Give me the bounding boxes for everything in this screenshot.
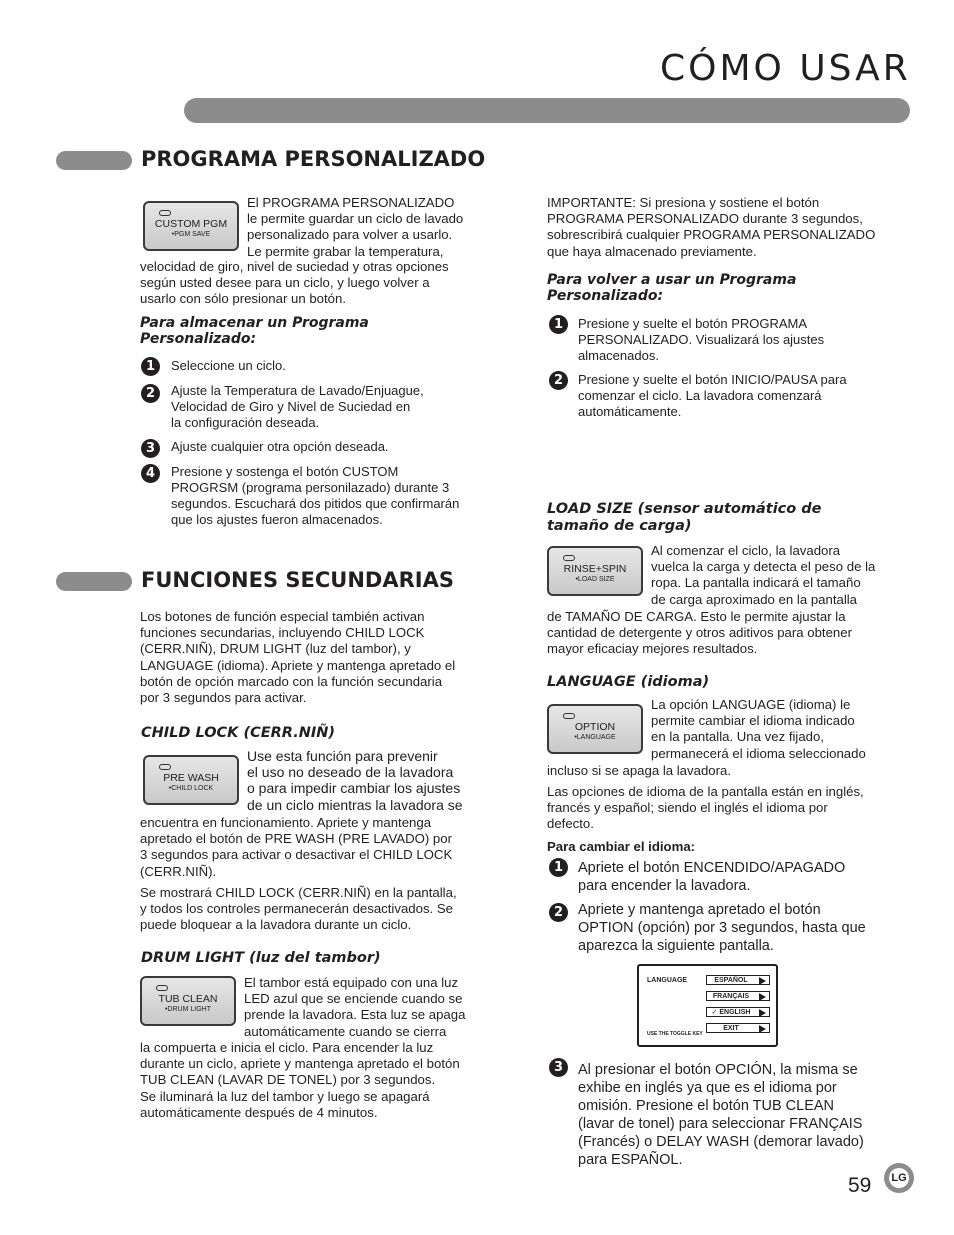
step-number: 4 xyxy=(141,464,160,483)
text-line: prende la lavadora. Esta luz se apaga xyxy=(244,1007,466,1023)
option-label: ✓ ENGLISH xyxy=(711,1009,751,1016)
display-option-francais xyxy=(706,991,770,1001)
text-line: PERSONALIZADO. Visualizará los ajustes xyxy=(578,332,825,347)
text-line: OPTION (opción) por 3 segundos, hasta que xyxy=(578,920,866,936)
text-line: en la pantalla. Una vez fijado, xyxy=(651,729,825,745)
text-line: automáticamente. xyxy=(578,404,682,419)
drum-light-side xyxy=(244,975,499,1040)
step-number: 1 xyxy=(549,858,568,877)
text-line: Ajuste cualquier otra opción deseada. xyxy=(171,439,389,454)
heading-line: Para almacenar un Programa xyxy=(140,315,369,331)
display-option-espanol xyxy=(706,975,770,985)
step-text xyxy=(578,1061,864,1169)
option-label: FRANÇAIS xyxy=(712,993,750,1000)
text-line: de un ciclo mientras la lavadora se xyxy=(247,796,463,813)
lg-logo-icon xyxy=(884,1163,914,1193)
text-line: segundos. Escuchará dos pitidos que confirmarán xyxy=(171,496,460,511)
step-number: 2 xyxy=(141,384,160,403)
page-title: CÓMO USAR xyxy=(660,48,911,89)
step-text xyxy=(578,901,866,955)
text-line: Seleccione un ciclo. xyxy=(171,358,286,373)
text-line: Use esta función para prevenir xyxy=(247,748,438,764)
text-line: que haya almacenado previamente. xyxy=(547,243,757,259)
text-line: Al presionar el botón OPCIÓN, la misma se xyxy=(578,1062,858,1078)
heading-line: LOAD SIZE (sensor automático de xyxy=(547,501,822,517)
text-line: Ajuste la Temperatura de Lavado/Enjuague, xyxy=(171,383,424,398)
text-line: almacenados. xyxy=(578,348,659,363)
text-line: cantidad de detergente y otros aditivos para obtener xyxy=(547,625,852,641)
button-sublabel: •PGM SAVE xyxy=(171,231,211,238)
text-line: que los ajustes fueron almacenados. xyxy=(171,512,383,527)
section-title-programa: PROGRAMA PERSONALIZADO xyxy=(141,147,486,171)
step-number: 2 xyxy=(549,371,568,390)
step-number: 3 xyxy=(549,1058,568,1077)
text-line: el uso no deseado de la lavadora xyxy=(247,764,454,781)
text-line: de carga aproximado en la pantalla xyxy=(651,591,858,607)
text-line: funciones secundarias, incluyendo CHILD LOCK xyxy=(140,625,425,641)
programa-intro xyxy=(247,195,497,260)
text-line: francés y español; siendo el inglés el idioma por xyxy=(547,800,828,816)
step-text xyxy=(171,439,389,455)
button-sublabel: •CHILD LOCK xyxy=(168,785,214,792)
child-lock-side xyxy=(247,748,497,813)
step-number: 1 xyxy=(141,357,160,376)
child-lock-rest xyxy=(140,815,500,880)
language-note xyxy=(547,784,907,833)
step-text xyxy=(171,383,424,431)
text-line: puede bloquear a la lavadora durante un ciclo. xyxy=(140,917,412,933)
text-line: ropa. La pantalla indicará el tamaño xyxy=(651,575,861,591)
text-line: 3 segundos para activar o desactivar el CHILD LOCK xyxy=(140,847,453,863)
button-sublabel: •DRUM LIGHT xyxy=(164,1006,211,1013)
text-line: LED azul que se enciende cuando se xyxy=(244,991,463,1007)
text-line: El PROGRAMA PERSONALIZADO xyxy=(247,195,455,210)
step-text xyxy=(578,859,845,895)
option-label: EXIT xyxy=(723,1025,739,1032)
indicator-light xyxy=(156,985,168,991)
store-heading xyxy=(140,315,369,347)
tub-clean-button-illustration xyxy=(140,976,236,1026)
text-line: Le permite grabar la temperatura, xyxy=(247,243,444,259)
indicator-light xyxy=(159,210,171,216)
heading-line: tamaño de carga) xyxy=(547,518,692,534)
text-line: Los botones de función especial también activan xyxy=(140,609,425,624)
text-line: El tambor está equipado con una luz xyxy=(244,975,459,990)
custom-pgm-button-illustration xyxy=(143,201,239,251)
text-line: personalizado para volver a usarlo. xyxy=(247,227,453,243)
text-line: IMPORTANTE: Si presiona y sostiene el botón xyxy=(547,195,820,210)
option-button-illustration xyxy=(547,704,643,754)
language-heading: LANGUAGE (idioma) xyxy=(547,674,710,690)
text-line: Al comenzar el ciclo, la lavadora xyxy=(651,543,841,558)
text-line: para ESPAÑOL. xyxy=(578,1152,683,1168)
step-text xyxy=(171,358,286,374)
indicator-light xyxy=(563,555,575,561)
step-number: 2 xyxy=(549,903,568,922)
text-line: incluso si se apaga la lavadora. xyxy=(547,763,732,778)
programa-intro-rest xyxy=(140,259,500,308)
text-line: LANGUAGE (idioma). Apriete y mantenga apretado el xyxy=(140,657,456,673)
text-line: omisión. Presione el botón TUB CLEAN xyxy=(578,1098,835,1114)
text-line: (CERR.NIÑ), DRUM LIGHT (luz del tambor), y xyxy=(140,641,411,657)
section-pill xyxy=(56,572,132,591)
step-text xyxy=(171,464,459,528)
button-sublabel: •LOAD SIZE xyxy=(575,576,615,583)
header-bar xyxy=(184,98,910,123)
text-line: (Francés) o DELAY WASH (demorar lavado) xyxy=(578,1134,864,1150)
heading-line: Para volver a usar un Programa xyxy=(547,272,797,288)
child-lock-note xyxy=(140,885,500,934)
text-line: botón de opción marcado con la función secundaria xyxy=(140,673,443,689)
arrow-right-icon xyxy=(759,977,766,985)
text-line: mayor eficaciay mejores resultados. xyxy=(547,641,758,657)
text-line: durante un ciclo, apriete y mantenga apretado el botón xyxy=(140,1056,460,1072)
load-size-heading xyxy=(547,501,821,535)
text-line: y todos los controles permanecerán desactivados. Se xyxy=(140,901,454,917)
step-text xyxy=(578,316,824,364)
text-line: para encender la lavadora. xyxy=(578,878,751,894)
text-line: sobrescribirá cualquier PROGRAMA PERSONALIZADO xyxy=(547,227,876,243)
step-text xyxy=(578,372,847,420)
text-line: comenzar el ciclo. La lavadora comenzará xyxy=(578,388,822,403)
text-line: permite cambiar el idioma indicado xyxy=(651,713,855,729)
text-line: defecto. xyxy=(547,816,594,832)
text-line: automáticamente después de 4 minutos. xyxy=(140,1104,378,1120)
button-label: CUSTOM PGM xyxy=(154,218,228,230)
arrow-right-icon xyxy=(759,1025,766,1033)
text-line: le permite guardar un ciclo de lavado xyxy=(247,211,464,227)
text-line: aparezca la siguiente pantalla. xyxy=(578,938,774,954)
display-option-exit xyxy=(706,1023,770,1033)
load-size-side xyxy=(651,543,906,608)
text-line: usarlo con sólo presionar un botón. xyxy=(140,291,347,307)
button-label: TUB CLEAN xyxy=(158,993,218,1005)
text-line: Las opciones de idioma de la pantalla están en inglés, xyxy=(547,784,864,799)
arrow-right-icon xyxy=(759,993,766,1001)
text-line: automáticamente cuando se cierra xyxy=(244,1023,447,1039)
page-number: 59 xyxy=(848,1174,872,1197)
text-line: (lavar de tonel) para seleccionar FRANÇAIS xyxy=(578,1116,863,1132)
text-line: la configuración deseada. xyxy=(171,415,320,430)
button-label: PRE WASH xyxy=(163,772,219,784)
language-display-illustration xyxy=(637,964,778,1047)
text-line: velocidad de giro, nivel de suciedad y otras opciones xyxy=(140,259,449,274)
child-lock-heading: CHILD LOCK (CERR.NIÑ) xyxy=(141,725,336,741)
step-number: 1 xyxy=(549,315,568,334)
section-pill xyxy=(56,151,132,170)
step-number: 3 xyxy=(141,439,160,458)
text-line: de TAMAÑO DE CARGA. Esto le permite ajustar la xyxy=(547,609,846,624)
text-line: la compuerta e inicia el ciclo. Para encender la luz xyxy=(140,1040,434,1055)
heading-line: Personalizado: xyxy=(547,288,664,304)
text-line: Se mostrará CHILD LOCK (CERR.NIÑ) en la pantalla, xyxy=(140,885,457,900)
text-line: permanecerá el idioma seleccionado xyxy=(651,745,866,761)
text-line: vuelca la carga y detecta el peso de la xyxy=(651,559,876,575)
button-label: OPTION xyxy=(574,721,616,733)
section-title-funciones: FUNCIONES SECUNDARIAS xyxy=(141,568,454,592)
heading-line: Personalizado: xyxy=(140,331,257,347)
text-line: Apriete el botón ENCENDIDO/APAGADO xyxy=(578,860,846,876)
language-rest xyxy=(547,763,907,779)
text-line: PROGRAMA PERSONALIZADO durante 3 segundos, xyxy=(547,211,863,227)
text-line: apretado el botón de PRE WASH (PRE LAVADO) por xyxy=(140,831,452,847)
pre-wash-button-illustration xyxy=(143,755,239,805)
display-footer: USE THE TOGGLE KEY xyxy=(647,1031,703,1037)
drum-light-rest xyxy=(140,1040,500,1121)
indicator-light xyxy=(563,713,575,719)
load-size-rest xyxy=(547,609,907,658)
logo-text: LG xyxy=(889,1168,909,1188)
text-line: (CERR.NIÑ). xyxy=(140,863,217,879)
drum-light-heading: DRUM LIGHT (luz del tambor) xyxy=(141,950,381,966)
text-line: PROGRSM (programa personilazado) durante 3 xyxy=(171,480,450,495)
display-option-english xyxy=(706,1007,770,1017)
display-title: LANGUAGE xyxy=(647,977,688,984)
text-line: Se iluminará la luz del tambor y luego se apagará xyxy=(140,1088,430,1104)
text-line: por 3 segundos para activar. xyxy=(140,690,307,706)
option-label: ESPAÑOL xyxy=(714,977,748,984)
funciones-intro xyxy=(140,609,500,706)
language-side xyxy=(651,697,906,762)
text-line: Velocidad de Giro y Nivel de Suciedad en xyxy=(171,399,411,414)
text-line: La opción LANGUAGE (idioma) le xyxy=(651,697,851,712)
text-line: Presione y suelte el botón PROGRAMA xyxy=(578,316,808,331)
reuse-heading xyxy=(547,272,796,304)
button-label: RINSE+SPIN xyxy=(563,563,627,575)
important-note xyxy=(547,195,907,260)
arrow-right-icon xyxy=(759,1009,766,1017)
button-sublabel: •LANGUAGE xyxy=(574,734,616,741)
text-line: o para impedir cambiar los ajustes xyxy=(247,780,461,797)
rinse-spin-button-illustration xyxy=(547,546,643,596)
text-line: encuentra en funcionamiento. Apriete y mantenga xyxy=(140,815,432,830)
text-line: exhibe en inglés ya que es el idioma por xyxy=(578,1080,837,1096)
text-line: TUB CLEAN (LAVAR DE TONEL) por 3 segundos. xyxy=(140,1072,436,1088)
text-line: según usted desee para un ciclo, y luego volver a xyxy=(140,275,430,291)
change-language-heading: Para cambiar el idioma: xyxy=(547,839,696,854)
text-line: Presione y sostenga el botón CUSTOM xyxy=(171,464,399,479)
text-line: Apriete y mantenga apretado el botón xyxy=(578,902,821,918)
indicator-light xyxy=(159,764,171,770)
text-line: Presione y suelte el botón INICIO/PAUSA para xyxy=(578,372,847,387)
